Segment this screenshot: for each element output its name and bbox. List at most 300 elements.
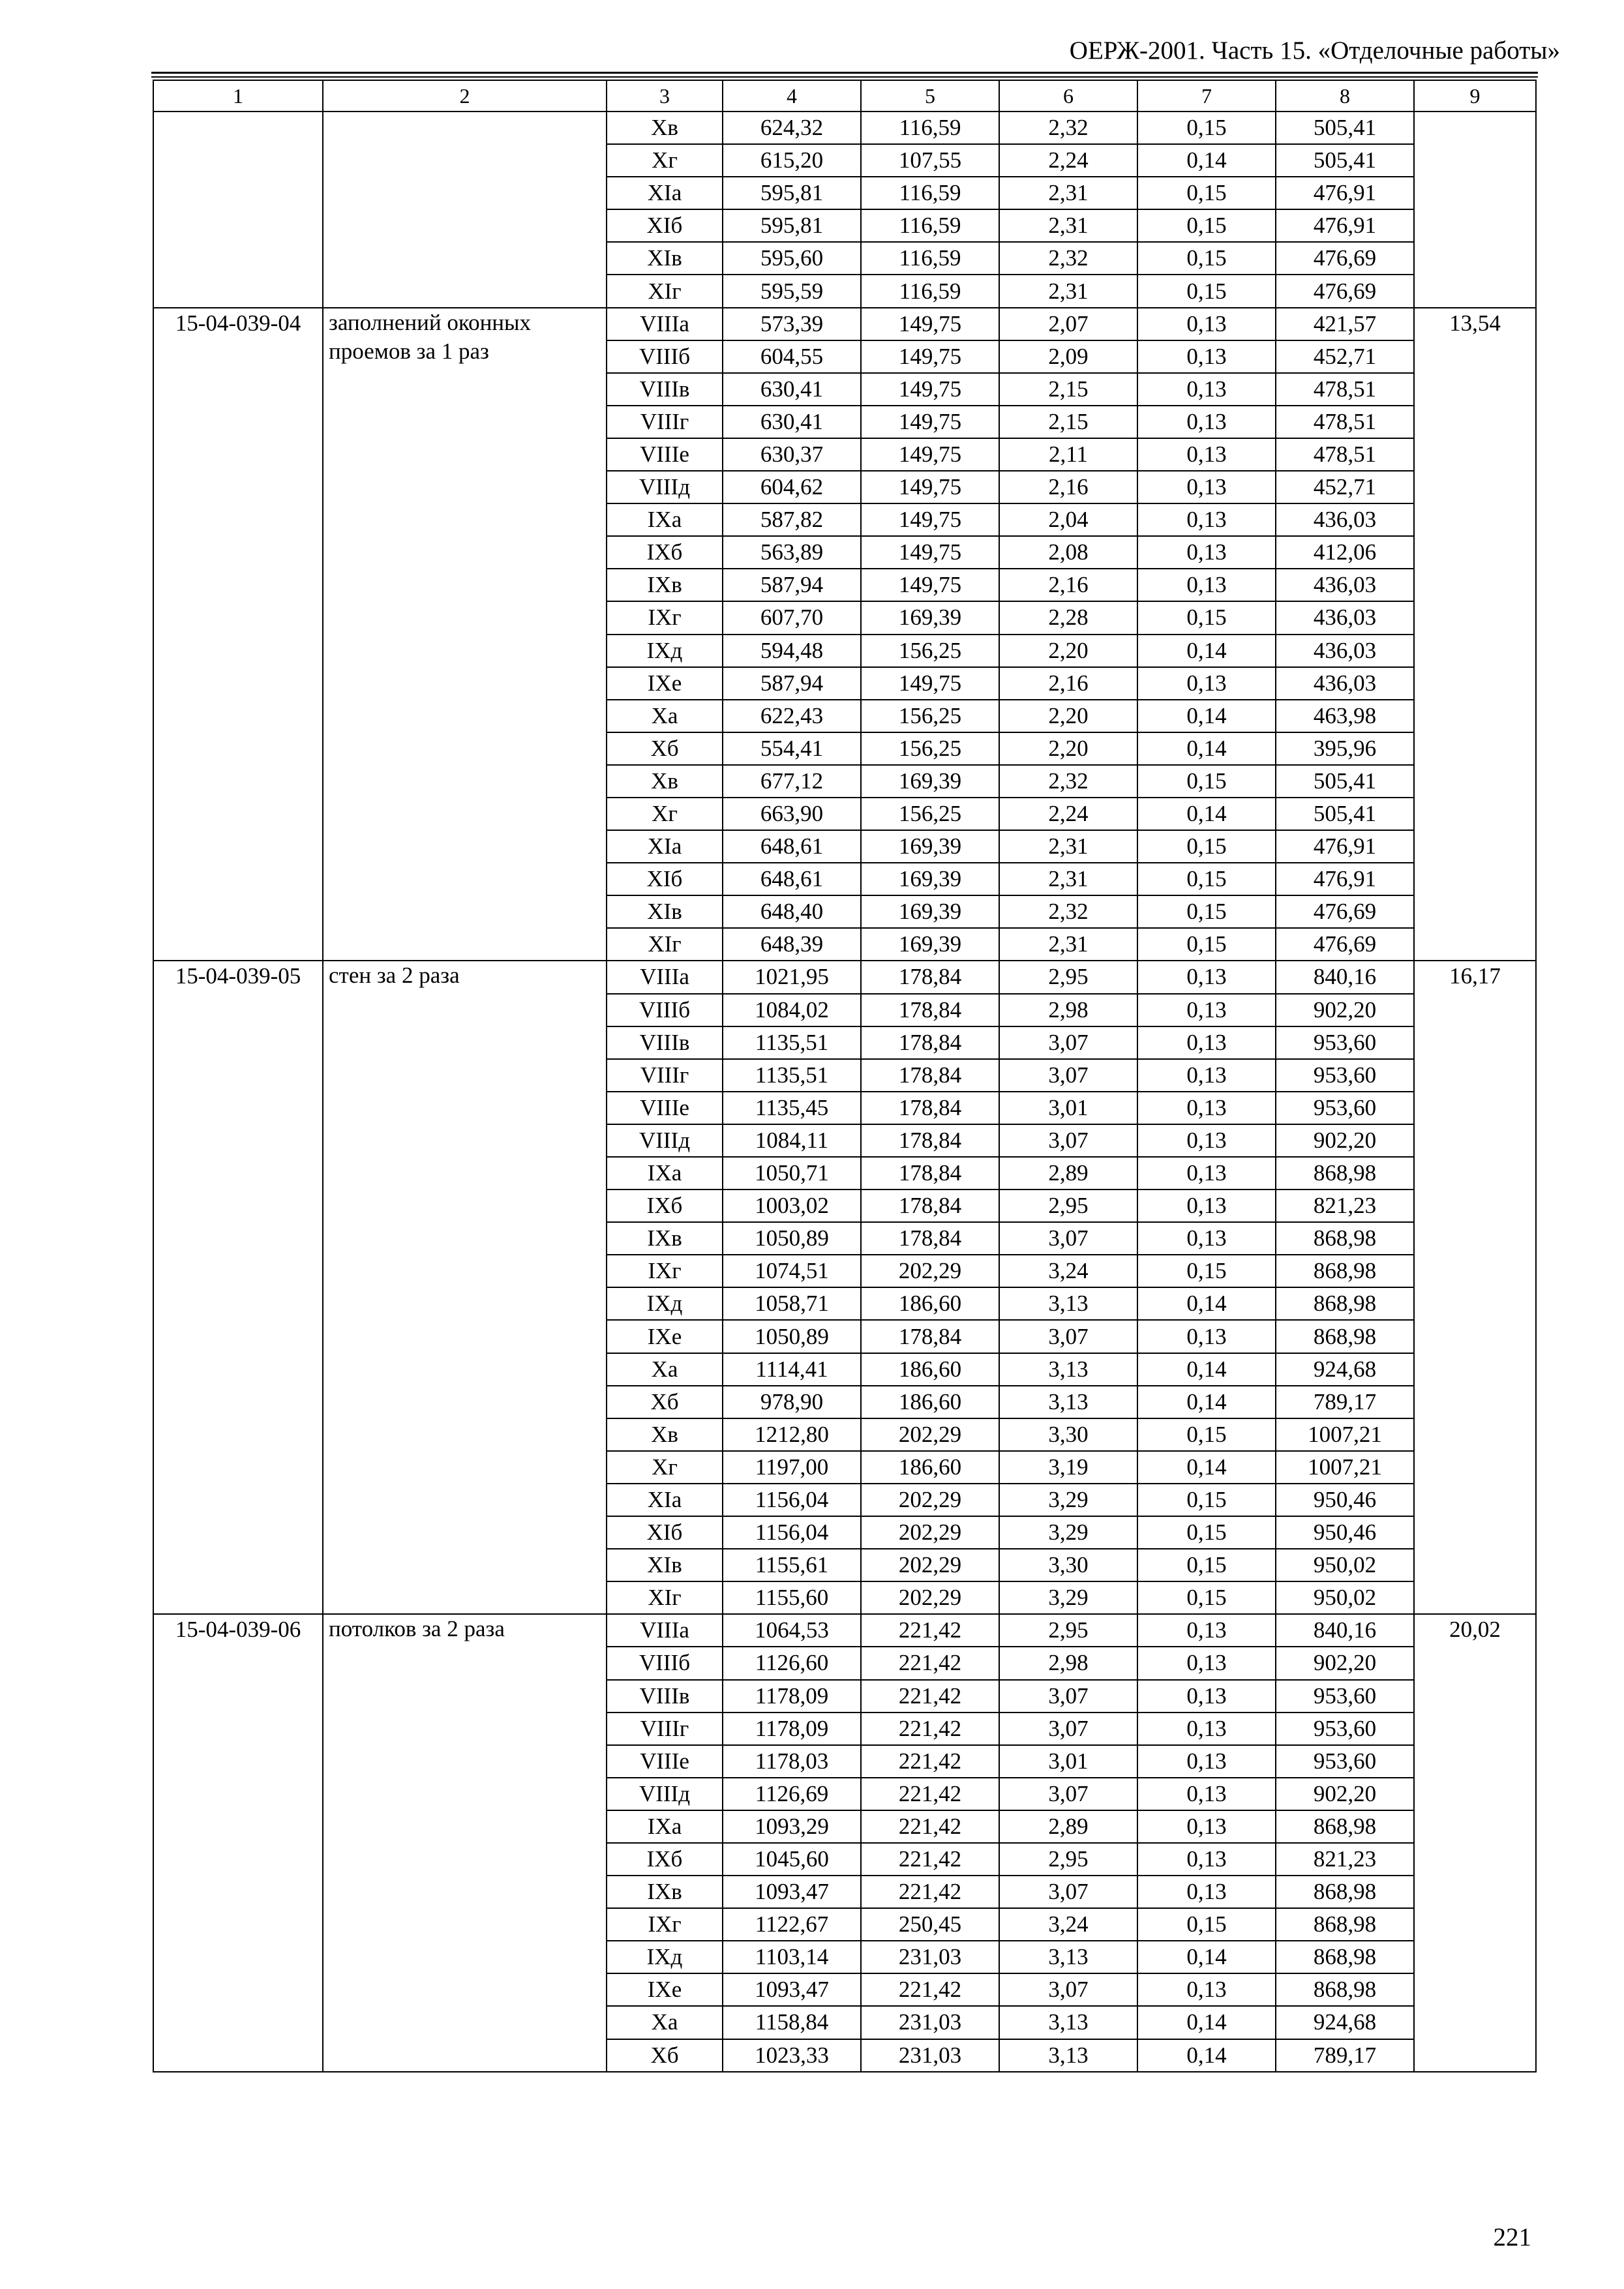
value-cell: 3,13: [999, 2006, 1137, 2039]
value-cell: 156,25: [861, 732, 999, 765]
value-cell: 436,03: [1276, 503, 1414, 536]
value-cell: 1050,71: [723, 1157, 861, 1189]
value-cell: 0,15: [1137, 242, 1276, 275]
value-cell: 116,59: [861, 275, 999, 307]
value-cell: 0,15: [1137, 1516, 1276, 1549]
value-cell: 953,60: [1276, 1745, 1414, 1778]
value-cell: 0,15: [1137, 177, 1276, 209]
zone-cell: XIг: [607, 275, 723, 307]
value-cell: 0,13: [1137, 1157, 1276, 1189]
value-cell: 1074,51: [723, 1255, 861, 1287]
value-cell: 0,13: [1137, 1026, 1276, 1059]
value-cell: 0,13: [1137, 340, 1276, 373]
value-cell: 1093,29: [723, 1810, 861, 1843]
value-cell: 149,75: [861, 569, 999, 601]
value-cell: 116,59: [861, 177, 999, 209]
value-cell: 452,71: [1276, 471, 1414, 503]
value-cell: 0,15: [1137, 765, 1276, 798]
value-cell: 3,13: [999, 1386, 1137, 1418]
value-cell: 1045,60: [723, 1843, 861, 1876]
value-cell: 1093,47: [723, 1973, 861, 2006]
value-cell: 178,84: [861, 1026, 999, 1059]
value-cell: 950,46: [1276, 1516, 1414, 1549]
value-cell: 1007,21: [1276, 1418, 1414, 1451]
value-cell: 169,39: [861, 863, 999, 895]
zone-cell: VIIIа: [607, 961, 723, 993]
value-cell: 0,15: [1137, 1255, 1276, 1287]
value-cell: 436,03: [1276, 667, 1414, 700]
value-cell: 2,20: [999, 700, 1137, 732]
value-cell: 0,13: [1137, 1189, 1276, 1222]
value-cell: 2,04: [999, 503, 1137, 536]
zone-cell: Xб: [607, 1386, 723, 1418]
value-cell: 476,91: [1276, 209, 1414, 242]
table-row: [153, 308, 1536, 340]
zone-cell: Xв: [607, 112, 723, 144]
value-cell: 463,98: [1276, 700, 1414, 732]
value-cell: 2,95: [999, 1843, 1137, 1876]
value-cell: 169,39: [861, 601, 999, 634]
value-cell: 2,20: [999, 732, 1137, 765]
zone-cell: IXе: [607, 667, 723, 700]
zone-cell: IXа: [607, 503, 723, 536]
value-cell: 505,41: [1276, 112, 1414, 144]
value-cell: 2,89: [999, 1157, 1137, 1189]
zone-cell: VIIIб: [607, 994, 723, 1026]
value-cell: 3,07: [999, 1680, 1137, 1713]
value-cell: 0,15: [1137, 209, 1276, 242]
column-number: 6: [999, 80, 1137, 112]
value-cell: 186,60: [861, 1353, 999, 1386]
value-cell: 116,59: [861, 242, 999, 275]
zone-cell: Xа: [607, 700, 723, 732]
value-cell: 0,13: [1137, 1810, 1276, 1843]
rate-code-cell: 15-04-039-04: [153, 308, 323, 961]
zone-cell: Xб: [607, 2039, 723, 2072]
value-cell: 1178,03: [723, 1745, 861, 1778]
value-cell: 868,98: [1276, 1973, 1414, 2006]
value-cell: 2,31: [999, 863, 1137, 895]
value-cell: 595,59: [723, 275, 861, 307]
value-cell: 2,15: [999, 406, 1137, 438]
value-cell: 221,42: [861, 1713, 999, 1745]
value-cell: 478,51: [1276, 373, 1414, 406]
zone-cell: Xг: [607, 798, 723, 830]
value-cell: 2,32: [999, 242, 1137, 275]
zone-cell: IXа: [607, 1157, 723, 1189]
value-cell: 2,28: [999, 601, 1137, 634]
page-number: 221: [1493, 2223, 1531, 2251]
value-cell: 0,14: [1137, 1353, 1276, 1386]
rate-description-cell: [323, 112, 607, 308]
value-cell: 0,14: [1137, 2039, 1276, 2072]
zone-cell: VIIIг: [607, 1713, 723, 1745]
value-cell: 868,98: [1276, 1255, 1414, 1287]
value-cell: 2,16: [999, 667, 1137, 700]
value-cell: 648,61: [723, 863, 861, 895]
value-cell: 1156,04: [723, 1516, 861, 1549]
column-number: 9: [1414, 80, 1536, 112]
value-cell: 0,14: [1137, 1386, 1276, 1418]
zone-cell: XIа: [607, 830, 723, 863]
value-cell: 221,42: [861, 1810, 999, 1843]
zone-cell: Xа: [607, 2006, 723, 2039]
value-cell: 868,98: [1276, 1222, 1414, 1255]
value-cell: 178,84: [861, 961, 999, 993]
value-cell: 587,82: [723, 503, 861, 536]
zone-cell: VIIIе: [607, 1092, 723, 1124]
zone-cell: VIIIа: [607, 308, 723, 340]
column-number: 3: [607, 80, 723, 112]
value-cell: 2,31: [999, 275, 1137, 307]
value-cell: 149,75: [861, 471, 999, 503]
value-cell: 1050,89: [723, 1222, 861, 1255]
value-cell: 0,13: [1137, 994, 1276, 1026]
value-cell: 821,23: [1276, 1189, 1414, 1222]
zone-cell: XIв: [607, 242, 723, 275]
value-cell: 0,15: [1137, 863, 1276, 895]
value-cell: 648,40: [723, 895, 861, 928]
value-cell: 978,90: [723, 1386, 861, 1418]
value-cell: 476,91: [1276, 177, 1414, 209]
value-cell: 0,15: [1137, 928, 1276, 961]
value-cell: 2,32: [999, 765, 1137, 798]
zone-cell: IXв: [607, 1876, 723, 1908]
value-cell: 0,15: [1137, 112, 1276, 144]
value-cell: 178,84: [861, 1222, 999, 1255]
value-cell: 2,32: [999, 895, 1137, 928]
value-cell: 221,42: [861, 1973, 999, 2006]
value-cell: 3,29: [999, 1581, 1137, 1614]
value-cell: 169,39: [861, 928, 999, 961]
value-cell: 554,41: [723, 732, 861, 765]
zone-cell: XIб: [607, 209, 723, 242]
value-cell: 0,13: [1137, 1222, 1276, 1255]
value-cell: 3,07: [999, 1973, 1137, 2006]
value-cell: 149,75: [861, 438, 999, 471]
header-rule-thin: [151, 76, 1538, 78]
value-cell: 0,13: [1137, 406, 1276, 438]
value-cell: 178,84: [861, 1059, 999, 1092]
value-cell: 1158,84: [723, 2006, 861, 2039]
value-cell: 478,51: [1276, 438, 1414, 471]
value-cell: 149,75: [861, 308, 999, 340]
column-number: 4: [723, 80, 861, 112]
value-cell: 0,13: [1137, 1320, 1276, 1353]
value-cell: 3,30: [999, 1549, 1137, 1581]
value-cell: 953,60: [1276, 1680, 1414, 1713]
value-cell: 3,24: [999, 1908, 1137, 1941]
value-cell: 1023,33: [723, 2039, 861, 2072]
zone-cell: VIIIб: [607, 340, 723, 373]
value-cell: 0,13: [1137, 1680, 1276, 1713]
zone-cell: XIб: [607, 1516, 723, 1549]
value-cell: 624,32: [723, 112, 861, 144]
value-cell: 3,07: [999, 1778, 1137, 1810]
zone-cell: Xа: [607, 1353, 723, 1386]
value-cell: 0,13: [1137, 503, 1276, 536]
value-cell: 1135,51: [723, 1059, 861, 1092]
value-cell: 202,29: [861, 1581, 999, 1614]
zone-cell: IXе: [607, 1973, 723, 2006]
zone-cell: VIIIг: [607, 1059, 723, 1092]
zone-cell: IXв: [607, 1222, 723, 1255]
value-cell: 0,15: [1137, 275, 1276, 307]
value-cell: 594,48: [723, 635, 861, 667]
value-cell: 953,60: [1276, 1059, 1414, 1092]
value-cell: 0,14: [1137, 798, 1276, 830]
value-cell: 221,42: [861, 1745, 999, 1778]
zone-cell: XIг: [607, 1581, 723, 1614]
value-cell: 607,70: [723, 601, 861, 634]
value-cell: 924,68: [1276, 2006, 1414, 2039]
value-cell: 0,13: [1137, 1092, 1276, 1124]
zone-cell: IXе: [607, 1320, 723, 1353]
column-number: 2: [323, 80, 607, 112]
value-cell: 169,39: [861, 765, 999, 798]
zone-cell: Xг: [607, 144, 723, 177]
value-cell: 156,25: [861, 635, 999, 667]
zone-cell: IXд: [607, 1941, 723, 1973]
value-cell: 648,39: [723, 928, 861, 961]
value-cell: 0,13: [1137, 536, 1276, 569]
value-cell: 452,71: [1276, 340, 1414, 373]
value-cell: 186,60: [861, 1287, 999, 1320]
value-cell: 0,13: [1137, 1713, 1276, 1745]
value-cell: 677,12: [723, 765, 861, 798]
value-cell: 0,13: [1137, 308, 1276, 340]
value-cell: 1093,47: [723, 1876, 861, 1908]
value-cell: 1156,04: [723, 1484, 861, 1516]
value-cell: 2,95: [999, 1189, 1137, 1222]
value-cell: 868,98: [1276, 1908, 1414, 1941]
value-cell: 950,02: [1276, 1581, 1414, 1614]
value-cell: 476,69: [1276, 242, 1414, 275]
value-cell: 2,32: [999, 112, 1137, 144]
value-cell: 2,31: [999, 209, 1137, 242]
value-cell: 0,13: [1137, 1059, 1276, 1092]
zone-cell: IXб: [607, 536, 723, 569]
value-cell: 0,15: [1137, 895, 1276, 928]
zone-cell: IXд: [607, 1287, 723, 1320]
value-cell: 476,91: [1276, 830, 1414, 863]
zone-cell: Xв: [607, 1418, 723, 1451]
value-cell: 202,29: [861, 1549, 999, 1581]
value-cell: 595,81: [723, 177, 861, 209]
value-cell: 3,19: [999, 1451, 1137, 1484]
rate-code-cell: 15-04-039-06: [153, 1614, 323, 2071]
value-cell: 868,98: [1276, 1876, 1414, 1908]
value-cell: 3,07: [999, 1713, 1137, 1745]
value-cell: 0,13: [1137, 569, 1276, 601]
zone-cell: IXа: [607, 1810, 723, 1843]
value-cell: 1050,89: [723, 1320, 861, 1353]
value-cell: 604,55: [723, 340, 861, 373]
value-cell: 149,75: [861, 667, 999, 700]
value-cell: 116,59: [861, 209, 999, 242]
zone-cell: Xб: [607, 732, 723, 765]
zone-cell: VIIIа: [607, 1614, 723, 1647]
value-cell: 902,20: [1276, 1647, 1414, 1679]
zone-cell: VIIIе: [607, 1745, 723, 1778]
zone-cell: IXб: [607, 1189, 723, 1222]
value-cell: 902,20: [1276, 1124, 1414, 1157]
value-cell: 202,29: [861, 1418, 999, 1451]
value-cell: 1155,60: [723, 1581, 861, 1614]
value-cell: 1212,80: [723, 1418, 861, 1451]
value-cell: 789,17: [1276, 2039, 1414, 2072]
value-cell: 2,20: [999, 635, 1137, 667]
value-cell: 3,07: [999, 1059, 1137, 1092]
value-cell: 868,98: [1276, 1287, 1414, 1320]
value-cell: 1135,51: [723, 1026, 861, 1059]
value-cell: 868,98: [1276, 1941, 1414, 1973]
column-number: 1: [153, 80, 323, 112]
value-cell: 107,55: [861, 144, 999, 177]
value-cell: 2,95: [999, 961, 1137, 993]
value-cell: 250,45: [861, 1908, 999, 1941]
value-cell: 902,20: [1276, 994, 1414, 1026]
value-cell: 1178,09: [723, 1713, 861, 1745]
zone-cell: XIв: [607, 895, 723, 928]
value-cell: 1197,00: [723, 1451, 861, 1484]
zone-cell: XIа: [607, 1484, 723, 1516]
column-number: 8: [1276, 80, 1414, 112]
value-cell: 2,07: [999, 308, 1137, 340]
value-cell: 3,30: [999, 1418, 1137, 1451]
zone-cell: Xг: [607, 1451, 723, 1484]
zone-cell: VIIIв: [607, 1026, 723, 1059]
value-cell: 3,13: [999, 1287, 1137, 1320]
value-cell: 202,29: [861, 1516, 999, 1549]
table-row: [153, 1614, 1536, 1647]
rate-code-cell: 15-04-039-05: [153, 961, 323, 1614]
zone-cell: IXд: [607, 635, 723, 667]
value-cell: 1103,14: [723, 1941, 861, 1973]
value-cell: 221,42: [861, 1843, 999, 1876]
zone-cell: XIв: [607, 1549, 723, 1581]
value-cell: 221,42: [861, 1778, 999, 1810]
zone-cell: VIIIг: [607, 406, 723, 438]
value-cell: 231,03: [861, 2006, 999, 2039]
value-cell: 573,39: [723, 308, 861, 340]
value-cell: 3,29: [999, 1484, 1137, 1516]
rate-description-cell: заполнений оконных проемов за 1 раз: [323, 308, 607, 961]
value-cell: 505,41: [1276, 798, 1414, 830]
value-cell: 505,41: [1276, 765, 1414, 798]
value-cell: 3,13: [999, 1941, 1137, 1973]
value-cell: 902,20: [1276, 1778, 1414, 1810]
value-cell: 149,75: [861, 503, 999, 536]
value-cell: 0,14: [1137, 1451, 1276, 1484]
rate-description-cell: стен за 2 раза: [323, 961, 607, 1614]
value-cell: 1126,60: [723, 1647, 861, 1679]
value-cell: 950,02: [1276, 1549, 1414, 1581]
zone-cell: VIIIд: [607, 1124, 723, 1157]
zone-cell: IXг: [607, 601, 723, 634]
value-cell: 3,07: [999, 1026, 1137, 1059]
value-cell: 412,06: [1276, 536, 1414, 569]
value-cell: 0,13: [1137, 1614, 1276, 1647]
value-cell: 2,09: [999, 340, 1137, 373]
zone-cell: XIб: [607, 863, 723, 895]
value-cell: 648,61: [723, 830, 861, 863]
zone-cell: IXб: [607, 1843, 723, 1876]
value-cell: 2,31: [999, 177, 1137, 209]
value-cell: 476,69: [1276, 928, 1414, 961]
value-cell: 186,60: [861, 1451, 999, 1484]
material-price-cell: 20,02: [1414, 1614, 1536, 2071]
value-cell: 3,01: [999, 1092, 1137, 1124]
value-cell: 3,24: [999, 1255, 1137, 1287]
value-cell: 0,15: [1137, 1418, 1276, 1451]
value-cell: 1058,71: [723, 1287, 861, 1320]
value-cell: 2,16: [999, 471, 1137, 503]
value-cell: 221,42: [861, 1614, 999, 1647]
value-cell: 0,14: [1137, 700, 1276, 732]
value-cell: 953,60: [1276, 1026, 1414, 1059]
value-cell: 2,15: [999, 373, 1137, 406]
value-cell: 622,43: [723, 700, 861, 732]
zone-cell: VIIIд: [607, 471, 723, 503]
value-cell: 2,89: [999, 1810, 1137, 1843]
value-cell: 0,15: [1137, 830, 1276, 863]
rates-table-body: [153, 80, 1536, 2072]
zone-cell: XIг: [607, 928, 723, 961]
value-cell: 421,57: [1276, 308, 1414, 340]
value-cell: 116,59: [861, 112, 999, 144]
zone-cell: VIIIв: [607, 373, 723, 406]
value-cell: 0,14: [1137, 732, 1276, 765]
value-cell: 231,03: [861, 2039, 999, 2072]
value-cell: 149,75: [861, 373, 999, 406]
zone-cell: IXг: [607, 1908, 723, 1941]
rate-code-cell: [153, 112, 323, 308]
value-cell: 178,84: [861, 1189, 999, 1222]
value-cell: 436,03: [1276, 635, 1414, 667]
value-cell: 156,25: [861, 798, 999, 830]
value-cell: 178,84: [861, 1092, 999, 1124]
value-cell: 3,07: [999, 1320, 1137, 1353]
value-cell: 1007,21: [1276, 1451, 1414, 1484]
value-cell: 0,13: [1137, 1778, 1276, 1810]
value-cell: 2,98: [999, 994, 1137, 1026]
value-cell: 1135,45: [723, 1092, 861, 1124]
value-cell: 1126,69: [723, 1778, 861, 1810]
value-cell: 1084,11: [723, 1124, 861, 1157]
value-cell: 178,84: [861, 994, 999, 1026]
value-cell: 0,15: [1137, 1581, 1276, 1614]
column-number-row: [153, 80, 1536, 112]
value-cell: 868,98: [1276, 1320, 1414, 1353]
value-cell: 3,07: [999, 1124, 1137, 1157]
column-number: 7: [1137, 80, 1276, 112]
value-cell: 476,69: [1276, 275, 1414, 307]
value-cell: 615,20: [723, 144, 861, 177]
value-cell: 563,89: [723, 536, 861, 569]
value-cell: 0,13: [1137, 667, 1276, 700]
value-cell: 0,13: [1137, 373, 1276, 406]
value-cell: 0,14: [1137, 1941, 1276, 1973]
value-cell: 2,08: [999, 536, 1137, 569]
value-cell: 630,37: [723, 438, 861, 471]
value-cell: 178,84: [861, 1124, 999, 1157]
value-cell: 476,91: [1276, 863, 1414, 895]
header-rule: [151, 72, 1538, 74]
value-cell: 0,14: [1137, 144, 1276, 177]
value-cell: 2,31: [999, 830, 1137, 863]
value-cell: 950,46: [1276, 1484, 1414, 1516]
